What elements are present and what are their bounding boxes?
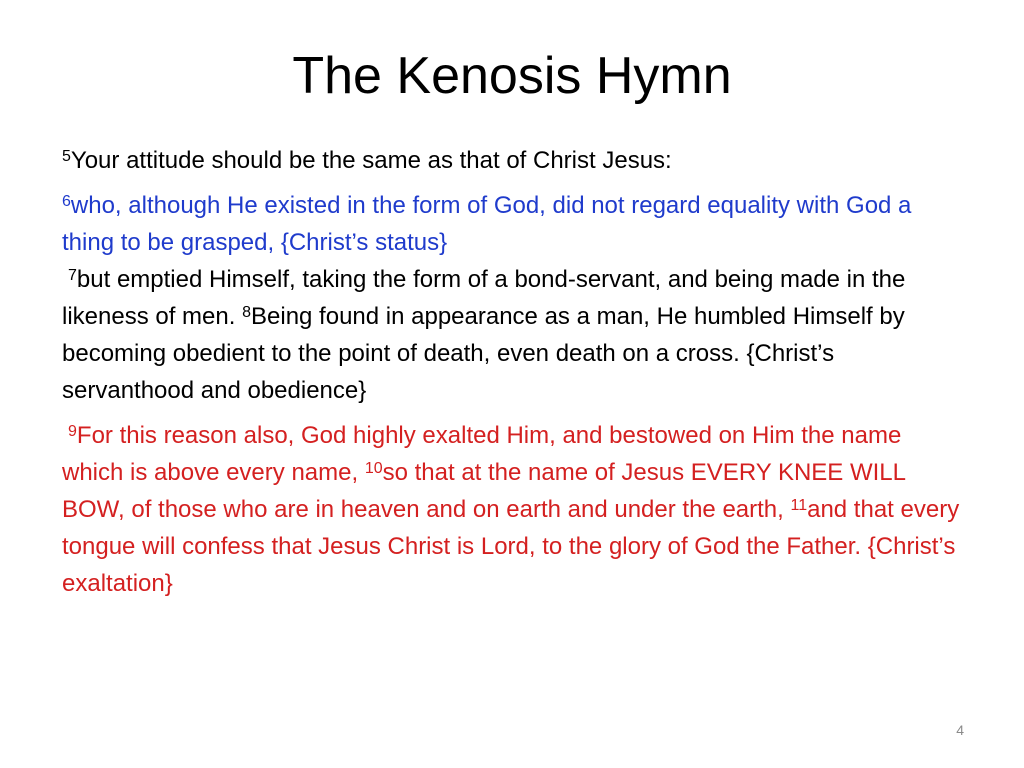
slide-number: 4 — [956, 722, 964, 738]
slide-title: The Kenosis Hymn — [292, 47, 732, 105]
verse-number: 6 — [62, 193, 71, 210]
verse-paragraph — [62, 142, 962, 179]
verse-number: 5 — [62, 148, 71, 165]
verse-text: For this reason also, God highly exalted Him, and bestowed on Him the name which is above every name, — [62, 422, 902, 486]
verse-text: and that every tongue will confess that Jesus Christ is Lord, to the glory of God the Father. {Christ’s exaltation} — [62, 496, 960, 597]
verse-text: Being found in appearance as a man, He humbled Himself by becoming obedient to the point of death, even death on a cross. {Christ’s servanthood and obedience} — [62, 303, 905, 404]
verse-text: but emptied Himself, taking the form of a bond-servant, and being made in the likeness of men. — [62, 266, 906, 330]
verse-number: 9 — [68, 423, 77, 440]
verse-paragraph — [62, 187, 962, 261]
verse-paragraph — [62, 417, 962, 602]
verse-number: 7 — [68, 267, 77, 284]
verse-text: Your attitude should be the same as that of Christ Jesus: — [70, 147, 672, 174]
verse-number: 8 — [242, 304, 251, 321]
verse-number: 11 — [790, 497, 808, 514]
slide-body — [62, 142, 962, 610]
verse-text: so that at the name of Jesus EVERY KNEE WILL BOW, of those who are in heaven and on earth and under the earth, — [62, 459, 906, 523]
verse-paragraph — [62, 261, 962, 409]
verse-text: who, although He existed in the form of God, did not regard equality with God a thing to be grasped, {Christ’s status} — [62, 192, 912, 256]
verse-number: 10 — [364, 460, 383, 477]
